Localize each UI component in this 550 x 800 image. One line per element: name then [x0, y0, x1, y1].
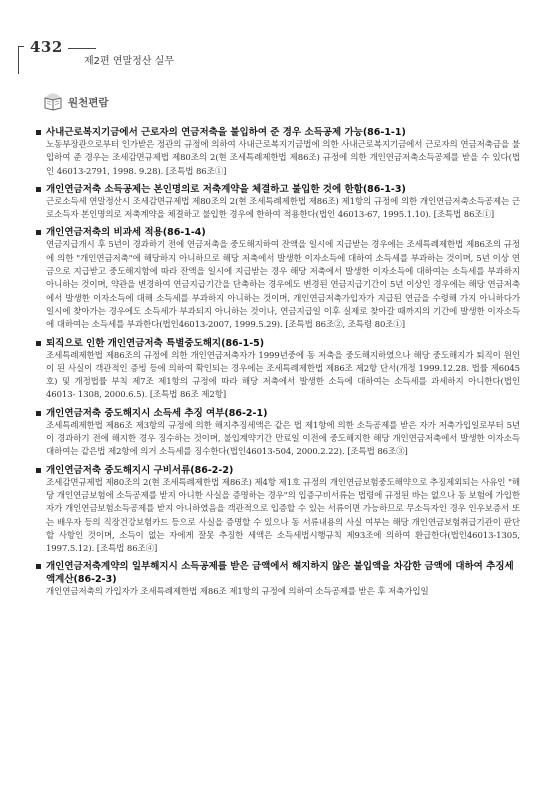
- page-header: [18, 38, 538, 68]
- ruling-title: 개인연금저축 소득공제는 본인명의로 저축계약을 체결하고 불입한 것에 한함(86-1-3): [36, 183, 520, 196]
- ruling-body: 조세특례제한법 제86조의 규정에 의한 개인연금저축자가 1999년중에 동 저축을 중도해지하였으나 해당 중도해지가 퇴직이 원인이 된 사실이 객관적인 증빙 등에 의하여 확인되는 경우에는 조세특례제한법 제86조 제2항 단서(개정 1999.12.28. 법률 제6045호) 및 개정법률 부칙 제7조 제1항의 규정에 따라 해당 저축에서 발생한 소득에 대하여는 소득세를 과세하지 아니한다(법인46013- 1308, 2000.6.5). [조특법 86조 제2항]: [46, 350, 520, 401]
- book-icon: [42, 93, 64, 111]
- ruling-item: [36, 560, 520, 599]
- ruling-item: [36, 226, 520, 332]
- ruling-title: 개인연금저축의 비과세 적용(86-1-4): [36, 226, 520, 239]
- header-rule-horizontal: [18, 46, 24, 47]
- header-rule-vertical: [18, 46, 19, 74]
- page-number: 432: [30, 38, 63, 56]
- running-header-title: 제2편 연말정산 실무: [84, 56, 174, 67]
- section-title: 원천편람: [68, 96, 109, 109]
- ruling-title: 사내근로복지기금에서 근로자의 연금저축을 불입하여 준 경우 소득공제 가능(86-1-1): [36, 126, 520, 139]
- ruling-item: [36, 126, 520, 179]
- ruling-title: 개인연금저축 중도해지시 소득세 추징 여부(86-2-1): [36, 407, 520, 420]
- ruling-body: 근로소득세 연말정산시 조세감면규제법 제80조의 2(현 조세특례제한법 제86조) 제1항의 규정에 의한 개인연금저축소득공제는 근로소득자 본인명의로 저축계약을 체결하고 불입한 경우에 한하여 적용한다(법인 46013-67, 1995.1.10). [조특법 86조①]: [46, 196, 520, 221]
- ruling-title: 퇴직으로 인한 개인연금저축 특별중도해지(86-1-5): [36, 337, 520, 350]
- ruling-body: 조세감면규제법 제80조의 2(현 조세특례제한법 제86조) 제4항 제1호 규정의 개인연금보험중도해약으로 추징제외되는 사유인 "해당 개인연금보험에 소득공제를 받지 아니한 사실을 증명하는 경우"의 입증구비서류는 법령에 규정된 바는 없으나 동 보험에 가입한 자가 개인연금보험소득공제를 받지 아니하였음을 객관적으로 입증할 수 있는 서류이면 가능하므로 무소득자인 경우 인우보증서 또는 배우자 등의 직장건강보험카드 등으로 사실을 증명할 수 있으나 동 서류내용의 사실 여부는 해당 개인연금보험취급기관이 판단할 사항인 것이며, 소득이 없는 자에게 잘못 추징한 세액은 소득세법시행규칙 제93조에 의하여 환급한다(법인46013-1305, 1997.5.12). [조특법 86조④]: [46, 477, 520, 555]
- ruling-body: 노동부장관으로부터 인가받은 정관의 규정에 의하여 사내근로복지기금법에 의한 사내근로복지기금에서 근로자의 연금저축금을 불입하여 준 경우는 조세감면규제법 제80조의 2(현 조세특례제한법 제86조) 규정에 의한 개인연금저축소득공제를 받을 수 있다(법인 46013-2791, 1998. 9.28). [조특법 86조①]: [46, 140, 520, 177]
- ruling-item: [36, 183, 520, 223]
- ruling-item: [36, 407, 520, 460]
- ruling-item: [36, 337, 520, 403]
- ruling-body: 개인연금저축의 가입자가 조세특례제한법 제86조 제1항의 규정에 의하여 소득공제를 받은 후 저축가입일: [46, 587, 429, 598]
- ruling-body: 조세특례제한법 제86조 제3항의 규정에 의한 해지추징세액은 같은 법 제1항에 의한 소득공제를 받은 자가 저축가입일로부터 5년이 경과하기 전에 해지한 경우 징수하는 것이며, 불입계약기간 만료일 이전에 중도해지한 해당 개인연금저축에서 발생한 이자소득 대하여는 같은법 제2항에 의거 소득세를 징수한다(법인46013-504, 2000.2.22). [조특법 86조③]: [46, 420, 520, 458]
- ruling-body: 연금지급개시 후 5년이 경과하기 전에 연금저축을 중도해지하여 잔액을 일시에 지급받는 경우에는 조세특례제한법 제86조의 규정에 의한 "개인연금저축"에 해당하지 아니하므로 해당 저축에서 발생한 이자소득에 대하여 소득세를 부과하는 것이며, 5년 이상 연금으로 지급받고 중도해지함에 따라 잔액을 일시에 지급받는 경우 해당 저축에서 발생한 이자소득에 대하여는 소득세를 부과하지 아니하는 것이며, 약관을 변경하여 연금지급기간을 단축하는 경우에도 변경된 연금지급기간이 5년 이상인 경우에는 해당 연금저축에서 발생한 이자소득에 대해 소득세를 부과하지 아니하는 것이며, 개인연금저축가입자가 지급된 연금을 수령해 가지 아니하다가 일시에 찾아가는 경우에도 소득세가 부과되지 아니하는 것이나, 연금지급일 이후 실제로 찾아갈 때까지의 기간에 발생한 이자소득에 대하여는 소득세를 부과한다(법인46013-2007, 1999.5.29). [조특법 86조②, 조특령 80조①]: [46, 240, 520, 331]
- ruling-title: 개인연금저축계약의 일부해지시 소득공제를 받은 금액에서 해지하지 않은 불입액을 차감한 금액에 대하여 추징세액계산(86-2-3): [36, 560, 520, 586]
- ruling-item: [36, 464, 520, 557]
- ruling-list: [36, 126, 520, 604]
- section-heading: [42, 92, 109, 112]
- ruling-title: 개인연금저축 중도해지시 구비서류(86-2-2): [36, 464, 520, 477]
